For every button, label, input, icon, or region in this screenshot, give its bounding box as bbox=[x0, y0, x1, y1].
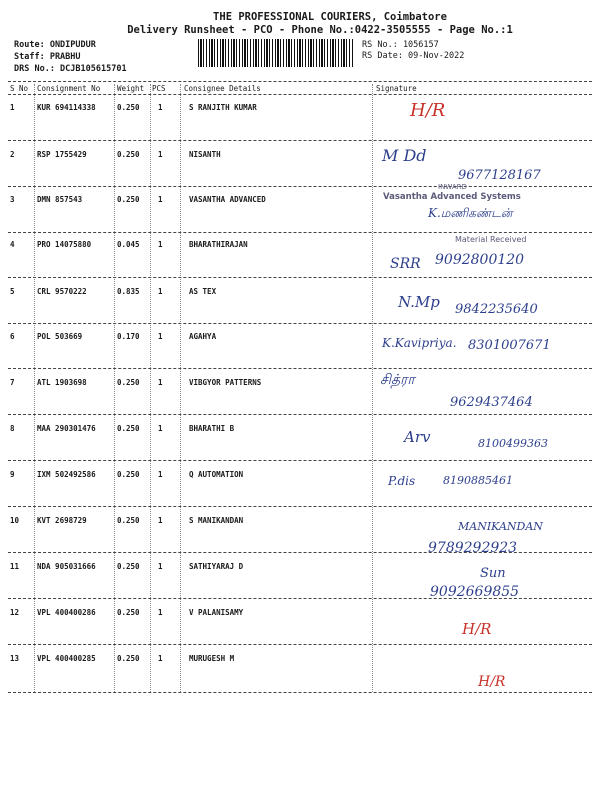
row-consignment: NDA 905031666 bbox=[37, 562, 96, 571]
row-divider bbox=[8, 644, 592, 645]
signature-row-10: MANIKANDAN bbox=[458, 520, 543, 533]
row-consignment: ATL 1903698 bbox=[37, 378, 87, 387]
row-weight: 0.045 bbox=[117, 240, 140, 249]
row-consignee: S RANJITH KUMAR bbox=[189, 103, 257, 112]
stamp-inward: INWARD bbox=[438, 183, 467, 191]
row-divider bbox=[8, 460, 592, 461]
row-pcs: 1 bbox=[158, 470, 163, 479]
row-consignment: VPL 400400286 bbox=[37, 608, 96, 617]
row-divider bbox=[8, 232, 592, 233]
barcode bbox=[198, 39, 354, 67]
row-consignment: IXM 502492586 bbox=[37, 470, 96, 479]
row-pcs: 1 bbox=[158, 378, 163, 387]
phone-row-5: 9842235640 bbox=[455, 302, 538, 317]
row-pcs: 1 bbox=[158, 654, 163, 663]
phone-row-10: 9789292923 bbox=[428, 540, 518, 556]
staff-label: Staff: PRABHU bbox=[14, 52, 81, 62]
row-pcs: 1 bbox=[158, 516, 163, 525]
row-consignee: VIBGYOR PATTERNS bbox=[189, 378, 262, 387]
column-divider bbox=[150, 84, 151, 692]
table-bottom-rule bbox=[8, 692, 592, 693]
row-weight: 0.835 bbox=[117, 287, 140, 296]
row-pcs: 1 bbox=[158, 608, 163, 617]
row-sno: 9 bbox=[10, 470, 15, 479]
phone-row-2: 9677128167 bbox=[458, 168, 541, 183]
signature-row-6: K.Kavipriya. bbox=[382, 336, 457, 350]
row-consignee: NISANTH bbox=[189, 150, 221, 159]
row-weight: 0.250 bbox=[117, 195, 140, 204]
signature-row-4: SRR bbox=[390, 256, 421, 272]
row-consignment: MAA 290301476 bbox=[37, 424, 96, 433]
col-header-consignment: Consignment No bbox=[37, 84, 101, 93]
stamp-material-received: Material Received bbox=[455, 235, 527, 244]
column-divider bbox=[180, 84, 181, 692]
row-pcs: 1 bbox=[158, 195, 163, 204]
row-sno: 7 bbox=[10, 378, 15, 387]
row-consignment: DMN 857543 bbox=[37, 195, 83, 204]
phone-row-6: 8301007671 bbox=[468, 338, 551, 353]
col-header-signature: Signature bbox=[376, 84, 417, 93]
company-title: THE PROFESSIONAL COURIERS, Coimbatore bbox=[213, 11, 447, 23]
signature-row-8: Arv bbox=[404, 428, 431, 446]
row-consignment: RSP 1755429 bbox=[37, 150, 87, 159]
route-label: Route: ONDIPUDUR bbox=[14, 40, 96, 50]
row-pcs: 1 bbox=[158, 150, 163, 159]
row-sno: 3 bbox=[10, 195, 15, 204]
row-consignment: CRL 9570222 bbox=[37, 287, 87, 296]
signature-row-7: சித்ரா bbox=[380, 372, 415, 388]
row-consignment: KUR 694114338 bbox=[37, 103, 96, 112]
row-weight: 0.250 bbox=[117, 608, 140, 617]
row-divider bbox=[8, 506, 592, 507]
row-sno: 4 bbox=[10, 240, 15, 249]
row-weight: 0.250 bbox=[117, 470, 140, 479]
row-consignment: VPL 400400285 bbox=[37, 654, 96, 663]
row-consignment: POL 503669 bbox=[37, 332, 83, 341]
row-consignee: BHARATHI B bbox=[189, 424, 235, 433]
row-sno: 8 bbox=[10, 424, 15, 433]
row-divider bbox=[8, 414, 592, 415]
signature-row-5: N.Mp bbox=[398, 293, 440, 311]
row-consignee: Q AUTOMATION bbox=[189, 470, 244, 479]
signature-row-11: Sun bbox=[480, 566, 506, 581]
row-weight: 0.250 bbox=[117, 378, 140, 387]
row-consignee: SATHIYARAJ D bbox=[189, 562, 244, 571]
row-consignee: AGAHYA bbox=[189, 332, 217, 341]
row-sno: 1 bbox=[10, 103, 15, 112]
row-sno: 12 bbox=[10, 608, 20, 617]
row-weight: 0.250 bbox=[117, 516, 140, 525]
row-pcs: 1 bbox=[158, 562, 163, 571]
rs-number: RS No.: 1056157 bbox=[362, 40, 439, 50]
row-divider bbox=[8, 368, 592, 369]
phone-row-8: 8100499363 bbox=[478, 437, 548, 450]
stamp-vasantha: Vasantha Advanced Systems bbox=[383, 192, 521, 202]
phone-row-4: 9092800120 bbox=[435, 252, 525, 268]
signature-row-3: K.மணிகண்டன் bbox=[428, 206, 513, 220]
row-divider bbox=[8, 140, 592, 141]
column-divider bbox=[34, 84, 35, 692]
runsheet-title: Delivery Runsheet - PCO - Phone No.:0422-3505555 - Page No.:1 bbox=[127, 24, 513, 36]
row-consignee: BHARATHIRAJAN bbox=[189, 240, 248, 249]
column-divider bbox=[114, 84, 115, 692]
row-consignment: PRO 14075880 bbox=[37, 240, 92, 249]
phone-row-11: 9092669855 bbox=[430, 584, 520, 600]
row-consignee: MURUGESH M bbox=[189, 654, 235, 663]
row-pcs: 1 bbox=[158, 103, 163, 112]
signature-row-2: M Dd bbox=[382, 146, 427, 165]
row-consignee: VASANTHA ADVANCED bbox=[189, 195, 266, 204]
signature-row-12: H/R bbox=[462, 620, 492, 638]
col-header-sno: S No bbox=[10, 84, 29, 93]
rs-date: RS Date: 09-Nov-2022 bbox=[362, 51, 465, 61]
row-divider bbox=[8, 186, 592, 187]
row-divider bbox=[8, 277, 592, 278]
row-sno: 11 bbox=[10, 562, 20, 571]
row-weight: 0.250 bbox=[117, 562, 140, 571]
row-sno: 13 bbox=[10, 654, 20, 663]
row-pcs: 1 bbox=[158, 424, 163, 433]
column-divider bbox=[372, 84, 373, 692]
row-pcs: 1 bbox=[158, 240, 163, 249]
signature-row-9: P.dis bbox=[388, 474, 416, 488]
phone-row-9: 8190885461 bbox=[443, 474, 513, 487]
row-sno: 2 bbox=[10, 150, 15, 159]
header-top-rule bbox=[8, 81, 592, 82]
phone-row-7: 9629437464 bbox=[450, 395, 533, 410]
drs-number: DRS No.: DCJB105615701 bbox=[14, 64, 127, 74]
row-sno: 5 bbox=[10, 287, 15, 296]
row-pcs: 1 bbox=[158, 287, 163, 296]
row-consignee: S MANIKANDAN bbox=[189, 516, 244, 525]
row-weight: 0.250 bbox=[117, 103, 140, 112]
header-bottom-rule bbox=[8, 94, 592, 95]
signature-row-1: H/R bbox=[410, 100, 446, 121]
col-header-pcs: PCS bbox=[152, 84, 166, 93]
row-divider bbox=[8, 323, 592, 324]
row-sno: 6 bbox=[10, 332, 15, 341]
row-weight: 0.250 bbox=[117, 654, 140, 663]
row-sno: 10 bbox=[10, 516, 20, 525]
row-pcs: 1 bbox=[158, 332, 163, 341]
signature-row-13: H/R bbox=[478, 674, 506, 690]
row-consignment: KVT 2698729 bbox=[37, 516, 87, 525]
col-header-consignee: Consignee Details bbox=[184, 84, 261, 93]
row-consignee: AS TEX bbox=[189, 287, 217, 296]
col-header-weight: Weight bbox=[117, 84, 145, 93]
row-weight: 0.250 bbox=[117, 424, 140, 433]
row-weight: 0.250 bbox=[117, 150, 140, 159]
row-consignee: V PALANISAMY bbox=[189, 608, 244, 617]
row-weight: 0.170 bbox=[117, 332, 140, 341]
